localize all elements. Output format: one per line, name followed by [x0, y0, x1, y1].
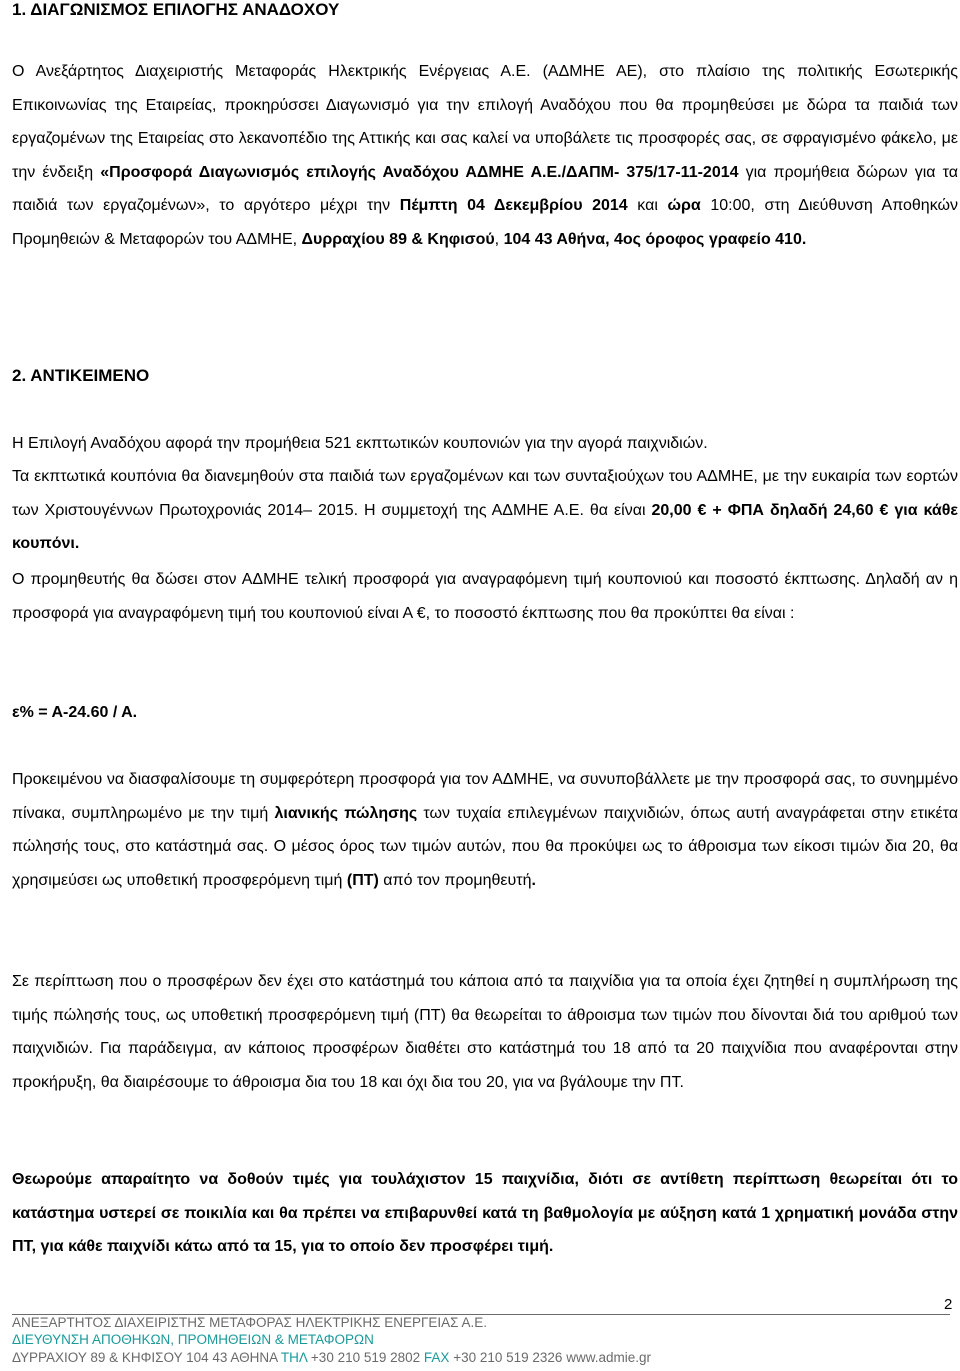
bold-text-run: 104 43 Αθήνα, 4ος όροφος γραφείο 410. — [503, 230, 807, 248]
text-run: για προμήθεια δώρων για τα παιδιά των εργαζομένων», το αργότερο μέχρι την — [12, 163, 958, 215]
offer-paragraph: Ο προμηθευτής θα δώσει στον ΑΔΜΗΕ τελική προσφορά για αναγραφόμενη τιμή κουπονιού και ποσοστό έκπτωσης. Δηλαδή αν η προσφορά για αναγραφόμενη τιμή του κουπονιού είναι Α €, το ποσοστό έκπτωσης που θα προκύπτει θα είναι : — [12, 571, 958, 622]
footer-website-link[interactable]: www.admie.gr — [566, 1350, 651, 1365]
footer-company-name: ΑΝΕΞΑΡΤΗΤΟΣ ΔΙΑΧΕΙΡΙΣΤΗΣ ΜΕΤΑΦΟΡΑΣ ΗΛΕΚΤΡΙΚΗΣ ΕΝΕΡΓΕΙΑΣ Α.Ε. — [12, 1315, 488, 1330]
bold-text-run: Δυρραχίου 89 & Κηφισού — [301, 230, 495, 248]
footer-department — [12, 1332, 374, 1348]
missing-toys-paragraph: Σε περίπτωση που ο προσφέρων δεν έχει στο κατάστημά του κάποια από τα παιχνίδια για τα οποία έχει ζητηθεί η συμπλήρωση της τιμής πώλησής τους, ως υποθετική προσφερόμενη τιμή (ΠΤ) θα θεωρείται το άθροισμα των τιμών που δίνονται διά του αριθμού των παιχνιδιών. Για παράδειγμα, αν κάποιος προσφέρων διαθέτει στο κατάστημά του 18 από τα 20 παιχνίδια που αναφέρονται στην προκήρυξη, θα διαιρέσουμε το άθροισμα δια του 18 και όχι δια του 20, για να βγάλουμε την ΠΤ. — [12, 973, 958, 1091]
section-2-heading: 2. ΑΝΤΙΚΕΙΜΕΝΟ — [12, 366, 150, 385]
text-run: 10:00, στη Διεύθυνση Αποθηκών Προμηθειών & Μεταφορών του ΑΔΜΗΕ, — [12, 197, 959, 248]
section-1-paragraph — [12, 55, 958, 257]
discount-formula: ε% = Α-24.60 / Α. — [12, 704, 138, 721]
footer-department-name: ΔΙΕΥΘΥΝΣΗ ΑΠΟΘΗΚΩΝ, ΠΡΟΜΗΘΕΙΩΝ & ΜΕΤΑΦΟΡΩΝ — [12, 1332, 374, 1347]
text-run: Ο Ανεξάρτητος Διαχειριστής Μεταφοράς Ηλεκτρικής Ενέργειας Α.Ε. (ΑΔΜΗΕ ΑΕ), στο πλαίσιο της πολιτικής Εσωτερικής Επικοινωνίας της Εταιρείας, προκηρύσσει Διαγωνισμό για την επιλογή Αναδόχου που θα προμηθεύσει με δώρα τα παιδιά των εργαζομένων της Εταιρείας στο λεκανοπέδιο της Αττικής και σας καλεί να υποβάλετε τις προσφορές σας, σε σφραγισμένο φάκελο, με την ένδειξη — [12, 63, 958, 181]
footer-tel: +30 210 519 2802 — [310, 1350, 421, 1365]
text-run: των τυχαία επιλεγμένων παιχνιδιών, όπως αυτή αναγράφεται στην ετικέτα πώλησής τους, στο κατάστημά σας. Ο μέσος όρος των τιμών αυτών, που θα προκύψει ως το άθροισμα των είκοσι τιμών δια 20, θα χρησιμεύσει ως υποθετική προσφερόμενη τιμή — [12, 804, 959, 889]
minimum-toys-paragraph: Θεωρούμε απαραίτητο να δοθούν τιμές για τουλάχιστον 15 παιχνίδια, διότι σε αντίθετη περίπτωση θεωρείται ότι το κατάστημα υστερεί σε ποικιλία και θα πρέπει να επιβαρυνθεί κατά τη βαθμολογία με αύξηση κατά 1 χρηματική μονάδα στην ΠΤ, για κάθε παιχνίδι κάτω από τα 15, για το οποίο δεν προσφέρει τιμή. — [12, 1171, 958, 1256]
bold-text-run: 20,00 € + ΦΠΑ δηλαδή 24,60 € για κάθε κουπόνι. — [12, 501, 958, 553]
footer-tel-label: ΤΗΛ — [280, 1350, 308, 1365]
footer-company — [12, 1315, 487, 1331]
price-comparison-paragraph — [12, 763, 958, 897]
text-run: Τα εκπτωτικά κουπόνια θα διανεμηθούν στα παιδιά των εργαζομένων και των συνταξιούχων του ΑΔΜΗΕ, με την ευκαιρία των εορτών των Χριστουγέννων Πρωτοχρονιάς 2014– 2015. Η συμμετοχή της ΑΔΜΗΕ Α.Ε. θα είναι — [12, 468, 958, 519]
coupon-paragraph — [12, 460, 958, 561]
footer-fax-label: FAX — [423, 1350, 450, 1365]
text-run: Προκειμένου να διασφαλίσουμε τη συμφερότερη προσφορά για τον ΑΔΜΗΕ, να συνυποβάλλετε με την προσφορά σας, το συνημμένο πίνακα, συμπληρωμένο με την τιμή — [12, 771, 958, 822]
footer-contact — [12, 1350, 651, 1366]
footer-fax: +30 210 519 2326 — [453, 1350, 563, 1365]
section-1-heading: 1. ΔΙΑΓΩΝΙΣΜΟΣ ΕΠΙΛΟΓΗΣ ΑΝΑΔΟΧΟΥ — [12, 0, 340, 19]
text-run: και — [627, 197, 668, 215]
footer-address: ΔΥΡΡΑΧΙΟΥ 89 & ΚΗΦΙΣΟΥ 104 43 ΑΘΗΝΑ — [12, 1350, 278, 1365]
subject-line: Η Επιλογή Αναδόχου αφορά την προμήθεια 521 εκπτωτικών κουπονιών για την αγορά παιχνιδιών. — [12, 435, 708, 452]
bold-text-run: (ΠΤ) — [346, 871, 379, 889]
bold-text-run: λιανικής πώλησης — [274, 804, 418, 822]
text-run: από τον προμηθευτή — [378, 871, 532, 889]
bold-text-run: . — [531, 871, 536, 889]
bold-text-run: ώρα — [667, 197, 701, 215]
text-run: , — [494, 230, 504, 248]
page-number: 2 — [944, 1296, 953, 1313]
bold-text-run: «Προσφορά Διαγωνισμός επιλογής Αναδόχου ΑΔΜΗΕ Α.Ε./ΔΑΠΜ- 375/17-11-2014 — [100, 163, 739, 181]
bold-text-run: Πέμπτη 04 Δεκεμβρίου 2014 — [399, 197, 628, 215]
